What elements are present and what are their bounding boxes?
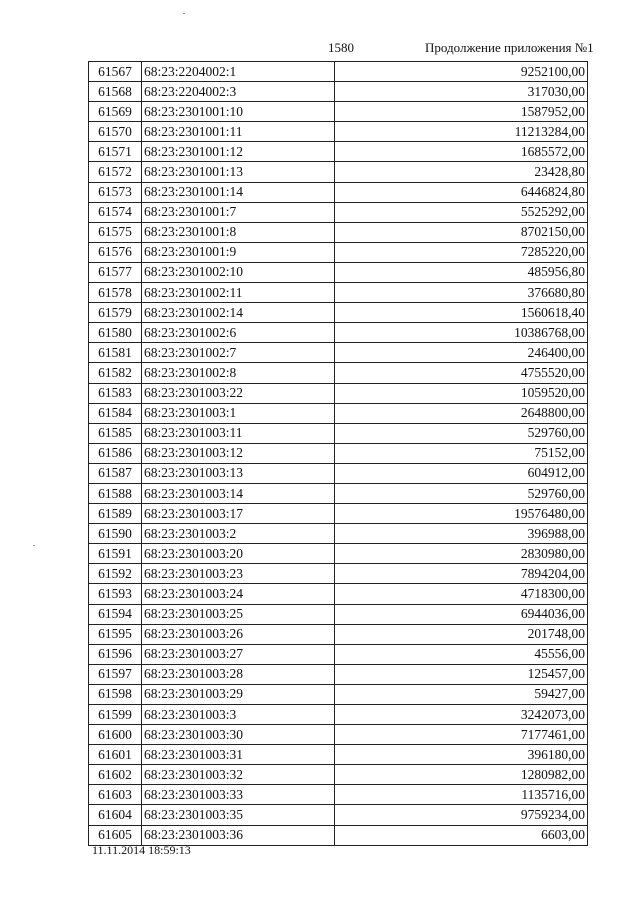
table-row: [89, 463, 588, 483]
table-row: [89, 544, 588, 564]
table-row: [89, 584, 588, 604]
cadastral-number: 68:23:2301003:22: [142, 383, 335, 403]
row-number: 61603: [89, 785, 142, 805]
cadastral-value: 7894204,00: [335, 564, 588, 584]
cadastral-value: 125457,00: [335, 664, 588, 684]
cadastral-number: 68:23:2301002:11: [142, 283, 335, 303]
cadastral-value: 9252100,00: [335, 62, 588, 82]
valuation-table: [88, 61, 588, 846]
cadastral-number: 68:23:2301001:12: [142, 142, 335, 162]
row-number: 61569: [89, 102, 142, 122]
table-row: [89, 323, 588, 343]
cadastral-value: 1280982,00: [335, 765, 588, 785]
table-row: [89, 604, 588, 624]
table-row: [89, 262, 588, 282]
cadastral-value: 23428,80: [335, 162, 588, 182]
cadastral-number: 68:23:2301003:27: [142, 644, 335, 664]
cadastral-number: 68:23:2301003:3: [142, 705, 335, 725]
cadastral-number: 68:23:2301003:11: [142, 423, 335, 443]
cadastral-number: 68:23:2301003:12: [142, 443, 335, 463]
cadastral-value: 376680,80: [335, 283, 588, 303]
cadastral-value: 1685572,00: [335, 142, 588, 162]
cadastral-number: 68:23:2301003:2: [142, 524, 335, 544]
cadastral-number: 68:23:2301003:23: [142, 564, 335, 584]
cadastral-value: 59427,00: [335, 684, 588, 704]
appendix-continuation-label: Продолжение приложения №1: [425, 40, 594, 55]
table-row: [89, 182, 588, 202]
table-row: [89, 624, 588, 644]
cadastral-value: 75152,00: [335, 443, 588, 463]
cadastral-number: 68:23:2301001:14: [142, 182, 335, 202]
table-row: [89, 343, 588, 363]
row-number: 61591: [89, 544, 142, 564]
cadastral-number: 68:23:2301003:17: [142, 504, 335, 524]
table-row: [89, 363, 588, 383]
row-number: 61594: [89, 604, 142, 624]
cadastral-value: 4755520,00: [335, 363, 588, 383]
table-row: [89, 82, 588, 102]
cadastral-value: 7285220,00: [335, 242, 588, 262]
table-row: [89, 765, 588, 785]
table-row: [89, 283, 588, 303]
table-row: [89, 644, 588, 664]
table-row: [89, 524, 588, 544]
table-row: [89, 423, 588, 443]
row-number: 61575: [89, 222, 142, 242]
cadastral-value: 19576480,00: [335, 504, 588, 524]
cadastral-value: 2648800,00: [335, 403, 588, 423]
cadastral-value: 6603,00: [335, 825, 588, 845]
cadastral-value: 6944036,00: [335, 604, 588, 624]
table-row: [89, 745, 588, 765]
table-row: [89, 564, 588, 584]
row-number: 61586: [89, 443, 142, 463]
cadastral-number: 68:23:2301001:13: [142, 162, 335, 182]
cadastral-number: 68:23:2301002:7: [142, 343, 335, 363]
table-row: [89, 242, 588, 262]
row-number: 61573: [89, 182, 142, 202]
cadastral-number: 68:23:2301002:6: [142, 323, 335, 343]
row-number: 61570: [89, 122, 142, 142]
cadastral-number: 68:23:2204002:1: [142, 62, 335, 82]
cadastral-number: 68:23:2301001:8: [142, 222, 335, 242]
cadastral-value: 604912,00: [335, 463, 588, 483]
row-number: 61605: [89, 825, 142, 845]
table-row: [89, 102, 588, 122]
cadastral-number: 68:23:2301001:11: [142, 122, 335, 142]
row-number: 61595: [89, 624, 142, 644]
row-number: 61590: [89, 524, 142, 544]
row-number: 61599: [89, 705, 142, 725]
table-row: [89, 443, 588, 463]
row-number: 61592: [89, 564, 142, 584]
table-row: [89, 725, 588, 745]
table-row: [89, 705, 588, 725]
footer-timestamp: 11.11.2014 18:59:13: [92, 843, 191, 857]
cadastral-number: 68:23:2301003:32: [142, 765, 335, 785]
cadastral-value: 9759234,00: [335, 805, 588, 825]
table-row: [89, 162, 588, 182]
row-number: 61568: [89, 82, 142, 102]
cadastral-number: 68:23:2301003:29: [142, 684, 335, 704]
row-number: 61574: [89, 202, 142, 222]
cadastral-value: 3242073,00: [335, 705, 588, 725]
row-number: 61583: [89, 383, 142, 403]
cadastral-value: 6446824,80: [335, 182, 588, 202]
cadastral-value: 11213284,00: [335, 122, 588, 142]
table-row: [89, 684, 588, 704]
row-number: 61601: [89, 745, 142, 765]
cadastral-number: 68:23:2301003:25: [142, 604, 335, 624]
row-number: 61578: [89, 283, 142, 303]
cadastral-number: 68:23:2301003:33: [142, 785, 335, 805]
table-row: [89, 122, 588, 142]
scan-speck: [33, 545, 35, 546]
cadastral-value: 246400,00: [335, 343, 588, 363]
cadastral-number: 68:23:2301002:10: [142, 262, 335, 282]
cadastral-value: 2830980,00: [335, 544, 588, 564]
row-number: 61584: [89, 403, 142, 423]
cadastral-value: 529760,00: [335, 483, 588, 503]
row-number: 61582: [89, 363, 142, 383]
cadastral-value: 529760,00: [335, 423, 588, 443]
cadastral-value: 45556,00: [335, 644, 588, 664]
cadastral-number: 68:23:2301003:30: [142, 725, 335, 745]
cadastral-number: 68:23:2301001:7: [142, 202, 335, 222]
table-row: [89, 202, 588, 222]
cadastral-value: 396180,00: [335, 745, 588, 765]
table-row: [89, 62, 588, 82]
table-row: [89, 805, 588, 825]
cadastral-number: 68:23:2301003:20: [142, 544, 335, 564]
table-row: [89, 403, 588, 423]
row-number: 61585: [89, 423, 142, 443]
cadastral-number: 68:23:2301001:9: [142, 242, 335, 262]
table-row: [89, 785, 588, 805]
table-row: [89, 142, 588, 162]
row-number: 61598: [89, 684, 142, 704]
row-number: 61602: [89, 765, 142, 785]
cadastral-number: 68:23:2301002:14: [142, 303, 335, 323]
cadastral-value: 1059520,00: [335, 383, 588, 403]
table-row: [89, 222, 588, 242]
cadastral-value: 1587952,00: [335, 102, 588, 122]
row-number: 61567: [89, 62, 142, 82]
cadastral-value: 396988,00: [335, 524, 588, 544]
cadastral-number: 68:23:2301003:13: [142, 463, 335, 483]
row-number: 61571: [89, 142, 142, 162]
cadastral-value: 1560618,40: [335, 303, 588, 323]
cadastral-number: 68:23:2301003:14: [142, 483, 335, 503]
cadastral-value: 485956,80: [335, 262, 588, 282]
row-number: 61587: [89, 463, 142, 483]
cadastral-value: 5525292,00: [335, 202, 588, 222]
row-number: 61593: [89, 584, 142, 604]
row-number: 61577: [89, 262, 142, 282]
scan-speck: [183, 13, 185, 14]
table-body: [89, 62, 588, 846]
cadastral-value: 10386768,00: [335, 323, 588, 343]
cadastral-value: 4718300,00: [335, 584, 588, 604]
row-number: 61572: [89, 162, 142, 182]
cadastral-value: 7177461,00: [335, 725, 588, 745]
cadastral-number: 68:23:2301002:8: [142, 363, 335, 383]
cadastral-number: 68:23:2301003:1: [142, 403, 335, 423]
cadastral-value: 8702150,00: [335, 222, 588, 242]
table-row: [89, 303, 588, 323]
table-row: [89, 483, 588, 503]
row-number: 61576: [89, 242, 142, 262]
row-number: 61579: [89, 303, 142, 323]
cadastral-value: 1135716,00: [335, 785, 588, 805]
row-number: 61600: [89, 725, 142, 745]
row-number: 61597: [89, 664, 142, 684]
cadastral-number: 68:23:2301003:26: [142, 624, 335, 644]
page-number: 1580: [328, 40, 354, 55]
cadastral-number: 68:23:2301003:36: [142, 825, 335, 845]
cadastral-value: 201748,00: [335, 624, 588, 644]
cadastral-number: 68:23:2204002:3: [142, 82, 335, 102]
row-number: 61596: [89, 644, 142, 664]
row-number: 61581: [89, 343, 142, 363]
row-number: 61589: [89, 504, 142, 524]
row-number: 61588: [89, 483, 142, 503]
row-number: 61580: [89, 323, 142, 343]
cadastral-number: 68:23:2301003:24: [142, 584, 335, 604]
table-row: [89, 504, 588, 524]
table-row: [89, 664, 588, 684]
cadastral-number: 68:23:2301003:31: [142, 745, 335, 765]
cadastral-number: 68:23:2301003:35: [142, 805, 335, 825]
row-number: 61604: [89, 805, 142, 825]
cadastral-value: 317030,00: [335, 82, 588, 102]
table-row: [89, 383, 588, 403]
cadastral-number: 68:23:2301003:28: [142, 664, 335, 684]
cadastral-number: 68:23:2301001:10: [142, 102, 335, 122]
